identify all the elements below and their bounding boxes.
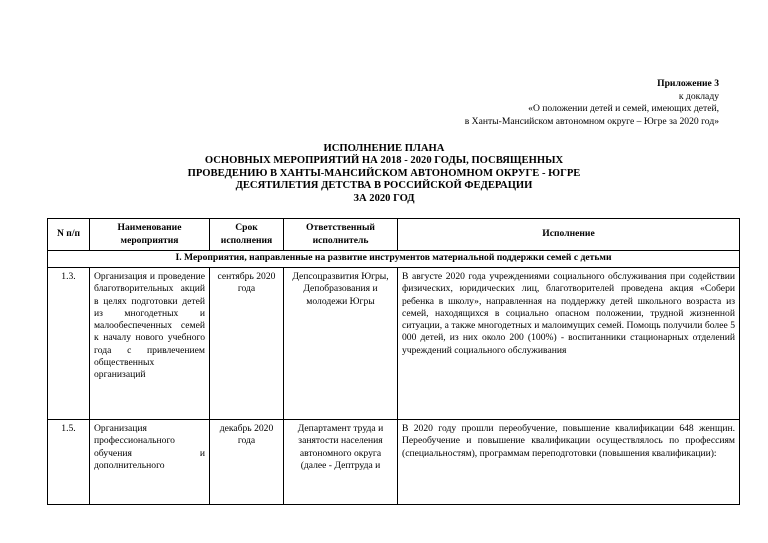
row-execution: В 2020 году прошли переобучение, повышение квалификации 648 женщин. Переобучение и повышение квалификации осуществлялось по профессиям (специальностям), программам переподготовки (повышения квалификации): bbox=[398, 420, 740, 505]
appendix-line-1: к докладу bbox=[678, 90, 719, 102]
title-line-3: ПРОВЕДЕНИЮ В ХАНТЫ-МАНСИЙСКОМ АВТОНОМНОМ ОКРУГЕ - ЮГРЕ bbox=[187, 167, 581, 179]
title-line-2: ОСНОВНЫХ МЕРОПРИЯТИЙ НА 2018 - 2020 ГОДЫ, ПОСВЯЩЕННЫХ bbox=[204, 155, 564, 167]
header-execution: Исполнение bbox=[398, 219, 740, 251]
row-term: сентябрь 2020 года bbox=[210, 268, 284, 420]
section-row bbox=[48, 251, 740, 268]
header-term: Срок исполнения bbox=[210, 219, 284, 251]
table-row bbox=[48, 420, 740, 505]
header-num: N п/п bbox=[48, 219, 90, 251]
row-num: 1.3. bbox=[48, 268, 90, 420]
title-line-1: ИСПОЛНЕНИЕ ПЛАНА bbox=[323, 143, 445, 154]
appendix-note bbox=[319, 78, 719, 128]
plan-table bbox=[47, 218, 740, 505]
row-name: Организация профессионального обучения и дополнительного bbox=[90, 420, 210, 505]
row-responsible: Депсоцразвития Югры, Депобразования и молодежи Югры bbox=[284, 268, 398, 420]
appendix-heading: Приложение 3 bbox=[657, 78, 719, 89]
document-title bbox=[0, 143, 768, 205]
table-row bbox=[48, 268, 740, 420]
row-num: 1.5. bbox=[48, 420, 90, 505]
appendix-line-3: в Ханты-Мансийском автономном округе – Югре за 2020 год» bbox=[464, 115, 719, 127]
row-term: декабрь 2020 года bbox=[210, 420, 284, 505]
row-execution: В августе 2020 года учреждениями социального обслуживания при содействии физических, юридических лиц, благотворителей проведена акция «Собери ребенка в школу», направленная на поддержку детей школьного возраста из семей, находящихся в социально опасном положении, трудной жизненной ситуации, а также многодетных и малоимущих семей. Помощь получили более 5 000 детей, из них около 200 (100%) - воспитанники стационарных отделений учреждений социального обслуживания bbox=[398, 268, 740, 420]
title-line-4: ДЕСЯТИЛЕТИЯ ДЕТСТВА В РОССИЙСКОЙ ФЕДЕРАЦИИ bbox=[235, 180, 533, 192]
title-line-5: ЗА 2020 ГОД bbox=[353, 192, 415, 204]
header-responsible: Ответственный исполнитель bbox=[284, 219, 398, 251]
header-name: Наименование мероприятия bbox=[90, 219, 210, 251]
row-name: Организация и проведение благотворительных акций в целях подготовки детей из многодетных и малообеспеченных семей к началу нового учебного года с привлечением общественных организаций bbox=[90, 268, 210, 420]
table-header-row bbox=[48, 219, 740, 251]
appendix-line-2: «О положении детей и семей, имеющих детей, bbox=[528, 103, 719, 114]
section-title: I. Мероприятия, направленные на развитие инструментов материальной поддержки семей с детьми bbox=[48, 251, 740, 268]
row-responsible: Департамент труда и занятости населения автономного округа (далее - Дептруда и bbox=[284, 420, 398, 505]
